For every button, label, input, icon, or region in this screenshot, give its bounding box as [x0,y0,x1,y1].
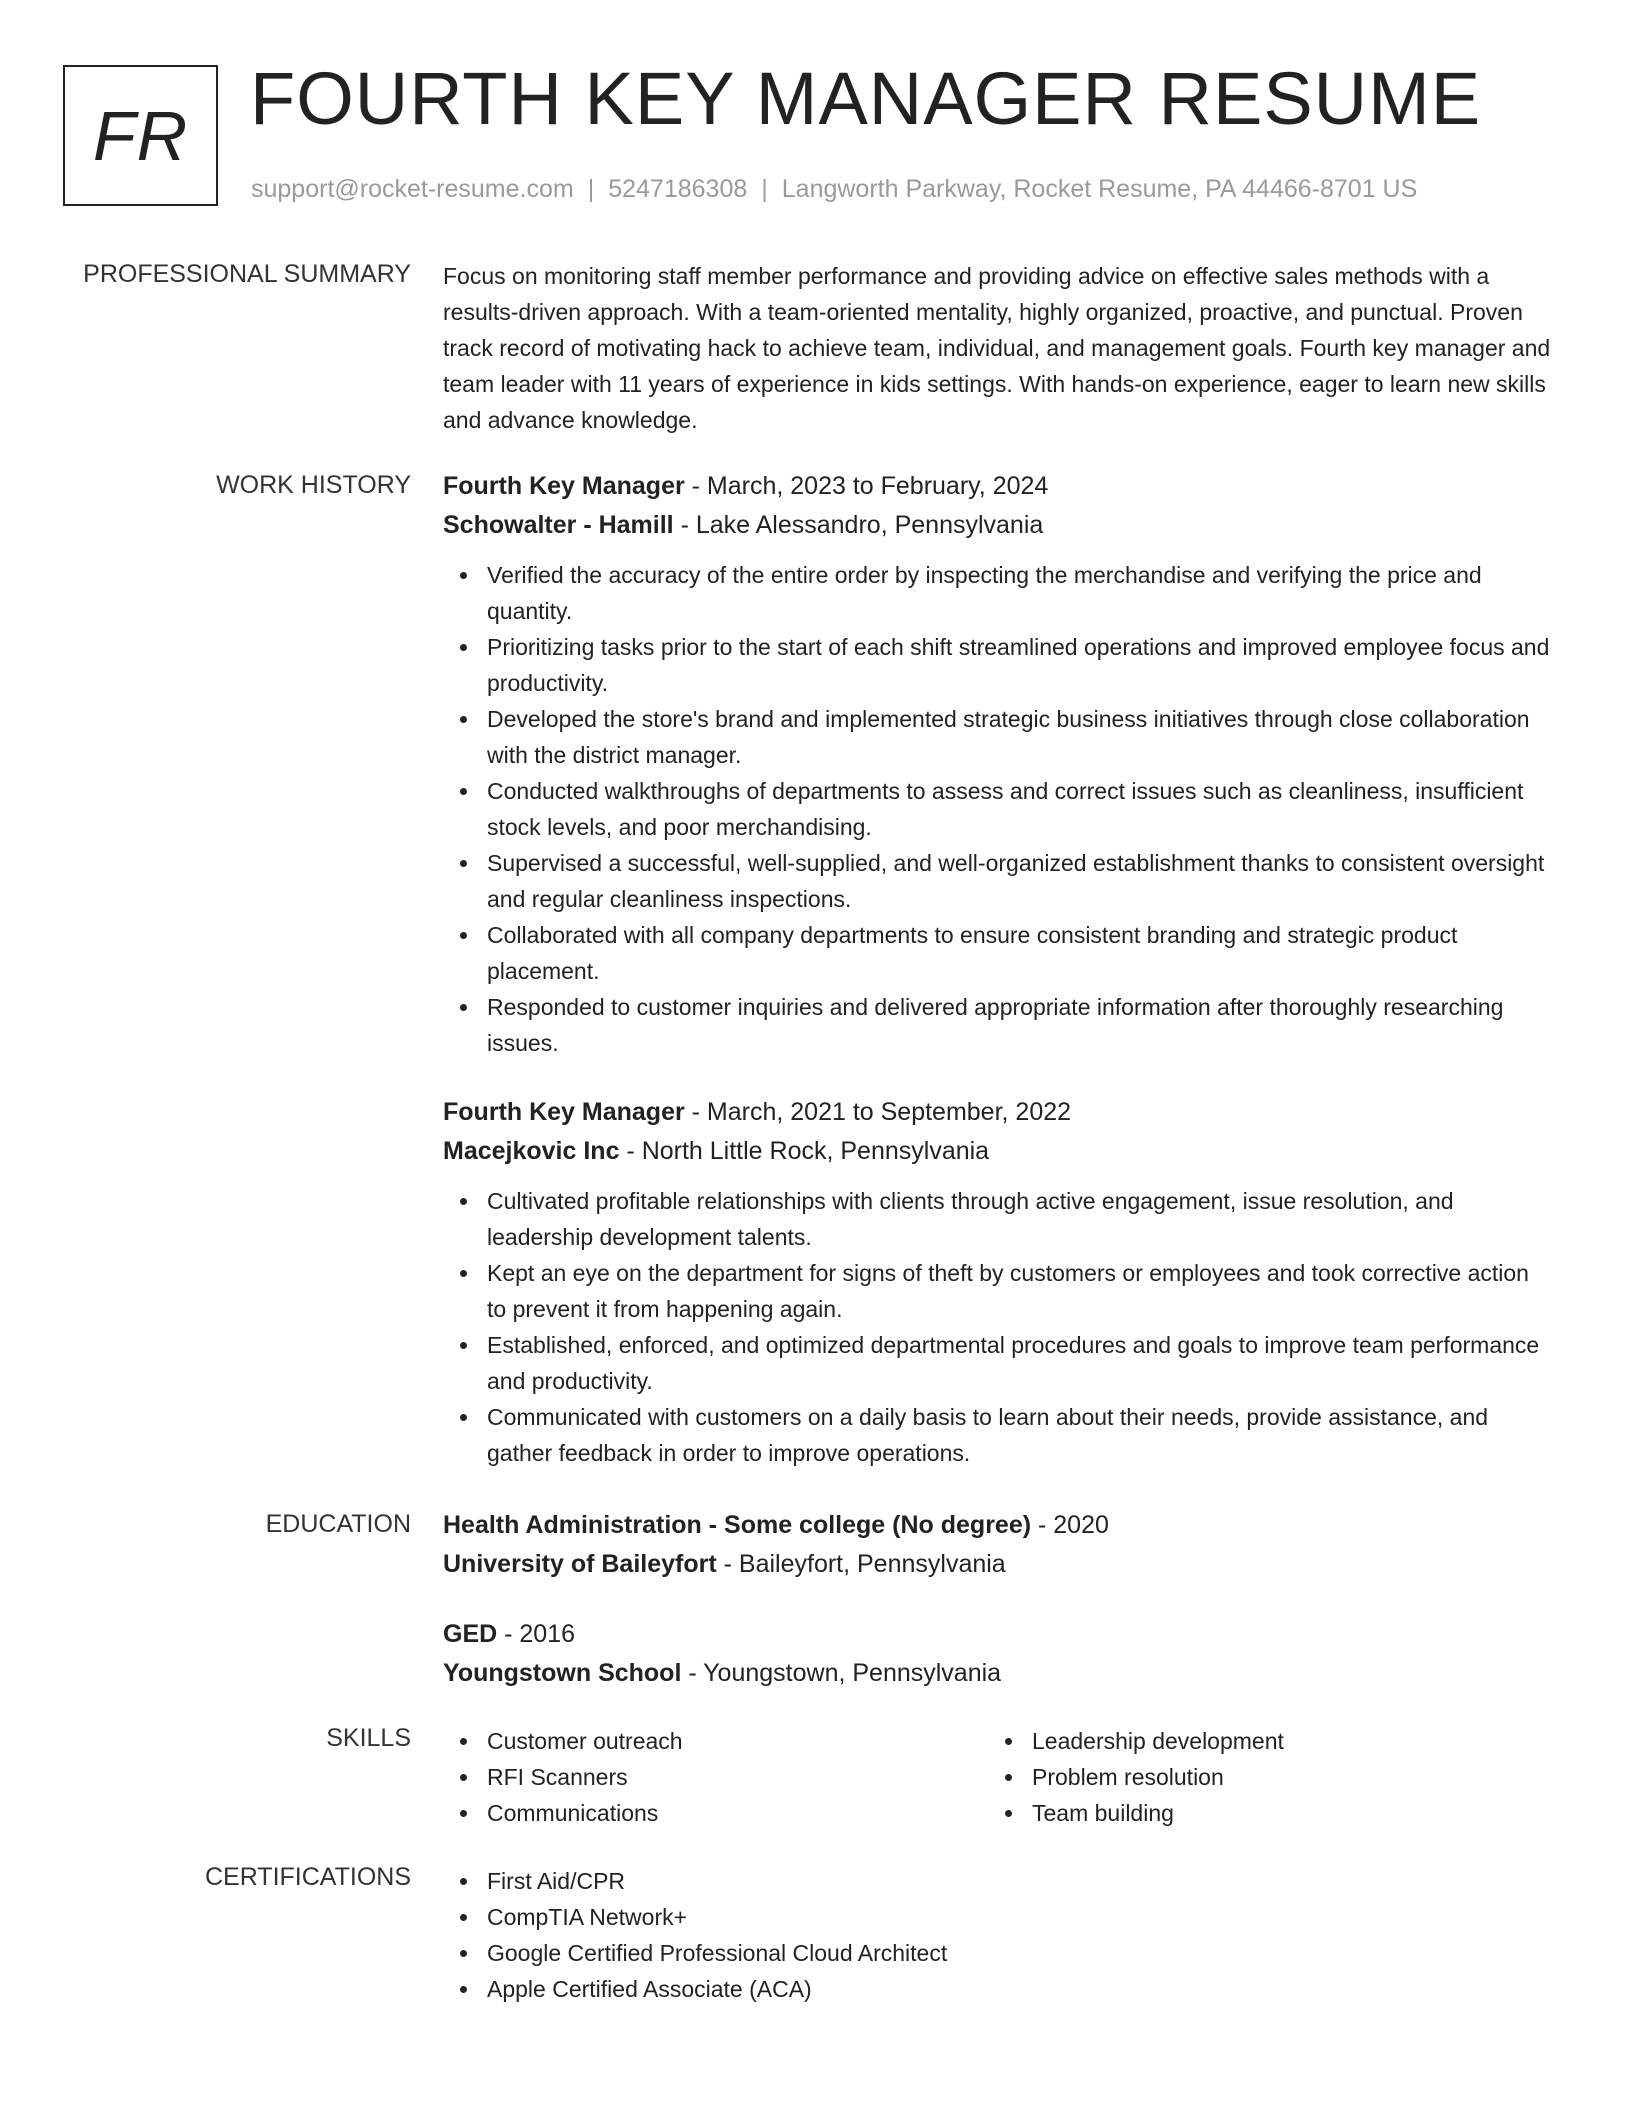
monogram-box [63,65,218,206]
job-entry [443,1093,1553,1471]
job-location: - North Little Rock, Pennsylvania [619,1137,990,1165]
certification-item: Google Certified Professional Cloud Architect [443,1935,1553,1971]
education-school: University of Baileyfort [443,1550,717,1578]
job-company-line [443,506,1553,545]
contact-phone: 5247186308 [608,175,748,203]
job-bullet: Responded to customer inquiries and delivered appropriate information after thoroughly researching issues. [443,989,1553,1061]
job-title: Fourth Key Manager [443,1098,685,1126]
job-location: - Lake Alessandro, Pennsylvania [673,511,1044,539]
job-bullet: Kept an eye on the department for signs of theft by customers or employees and took corrective action to prevent it from happening again. [443,1255,1553,1327]
education-year: - 2020 [1031,1511,1109,1539]
job-dates: - March, 2023 to February, 2024 [684,472,1049,500]
summary-text: Focus on monitoring staff member performance and providing advice on effective sales methods with a results-driven approach. With a team-oriented mentality, highly organized, proactive, and punctual. Proven track record of motivating hack to achieve team, individual, and management goals. Fourth key manager and team leader with 11 years of experience in kids settings. With hands-on experience, eager to learn new skills and advance knowledge. [443,263,1551,433]
skill-item: Problem resolution [988,1759,1533,1795]
skill-item: Team building [988,1795,1533,1831]
contact-separator: | [761,175,768,203]
certification-item: Apple Certified Associate (ACA) [443,1971,1553,2007]
skill-item: Customer outreach [443,1723,988,1759]
contact-email: support@rocket-resume.com [251,175,574,203]
section-label: CERTIFICATIONS [204,1863,411,1891]
job-entry [443,467,1553,1061]
job-bullets [443,1183,1553,1471]
summary-body [443,258,1553,438]
education-location: - Baileyfort, Pennsylvania [716,1550,1006,1578]
job-title: Fourth Key Manager [443,472,685,500]
skills-list-right [988,1723,1533,1831]
job-company: Macejkovic Inc [443,1137,620,1165]
education-degree-line [443,1615,1553,1654]
job-bullet: Communicated with customers on a daily basis to learn about their needs, provide assistance, and gather feedback in order to improve operations. [443,1399,1553,1471]
skills-body [443,1723,1553,1831]
job-bullet: Supervised a successful, well-supplied, and well-organized establishment thanks to consistent oversight and regular cleanliness inspections. [443,845,1553,917]
job-company-line [443,1132,1553,1171]
job-company: Schowalter - Hamill [443,511,674,539]
job-bullet: Collaborated with all company departments to ensure consistent branding and strategic product placement. [443,917,1553,989]
job-bullets [443,557,1553,1061]
job-dates: - March, 2021 to September, 2022 [684,1098,1072,1126]
skill-item: RFI Scanners [443,1759,988,1795]
certifications-list [443,1863,1553,2007]
job-bullet: Developed the store's brand and implemented strategic business initiatives through close collaboration with the district manager. [443,701,1553,773]
job-bullet: Verified the accuracy of the entire order by inspecting the merchandise and verifying the price and quantity. [443,557,1553,629]
job-bullet: Cultivated profitable relationships with clients through active engagement, issue resolution, and leadership development talents. [443,1183,1553,1255]
contact-line [251,175,1417,204]
education-school-line [443,1545,1553,1584]
education-year: - 2016 [497,1620,576,1648]
contact-separator: | [587,175,595,203]
monogram-initials: FR [92,96,189,175]
section-label: SKILLS [326,1724,411,1752]
job-title-line [443,467,1553,506]
resume-title: FOURTH KEY MANAGER RESUME [250,57,1482,140]
skill-item: Communications [443,1795,988,1831]
job-bullet: Conducted walkthroughs of departments to assess and correct issues such as cleanliness, insufficient stock levels, and poor merchandising. [443,773,1553,845]
contact-address: Langworth Parkway, Rocket Resume, PA 44466-8701 US [781,175,1418,203]
education-location: - Youngstown, Pennsylvania [681,1659,1002,1687]
certifications-body [443,1863,1553,2007]
skill-item: Leadership development [988,1723,1533,1759]
education-entry [443,1615,1553,1693]
education-entry [443,1506,1553,1584]
certification-item: CompTIA Network+ [443,1899,1553,1935]
section-label: WORK HISTORY [216,471,411,499]
job-title-line [443,1093,1553,1132]
job-bullet: Prioritizing tasks prior to the start of each shift streamlined operations and improved employee focus and productivity. [443,629,1553,701]
work-history-body [443,467,1553,1471]
education-body [443,1506,1553,1693]
education-degree: Health Administration - Some college (No degree) [443,1511,1032,1539]
skills-list-left [443,1723,988,1831]
section-label: PROFESSIONAL SUMMARY [83,260,411,288]
job-bullet: Established, enforced, and optimized departmental procedures and goals to improve team performance and productivity. [443,1327,1553,1399]
section-label: EDUCATION [265,1510,411,1538]
education-school: Youngstown School [443,1659,682,1687]
certification-item: First Aid/CPR [443,1863,1553,1899]
education-degree-line [443,1506,1553,1545]
education-degree: GED [443,1620,498,1648]
education-school-line [443,1654,1553,1693]
